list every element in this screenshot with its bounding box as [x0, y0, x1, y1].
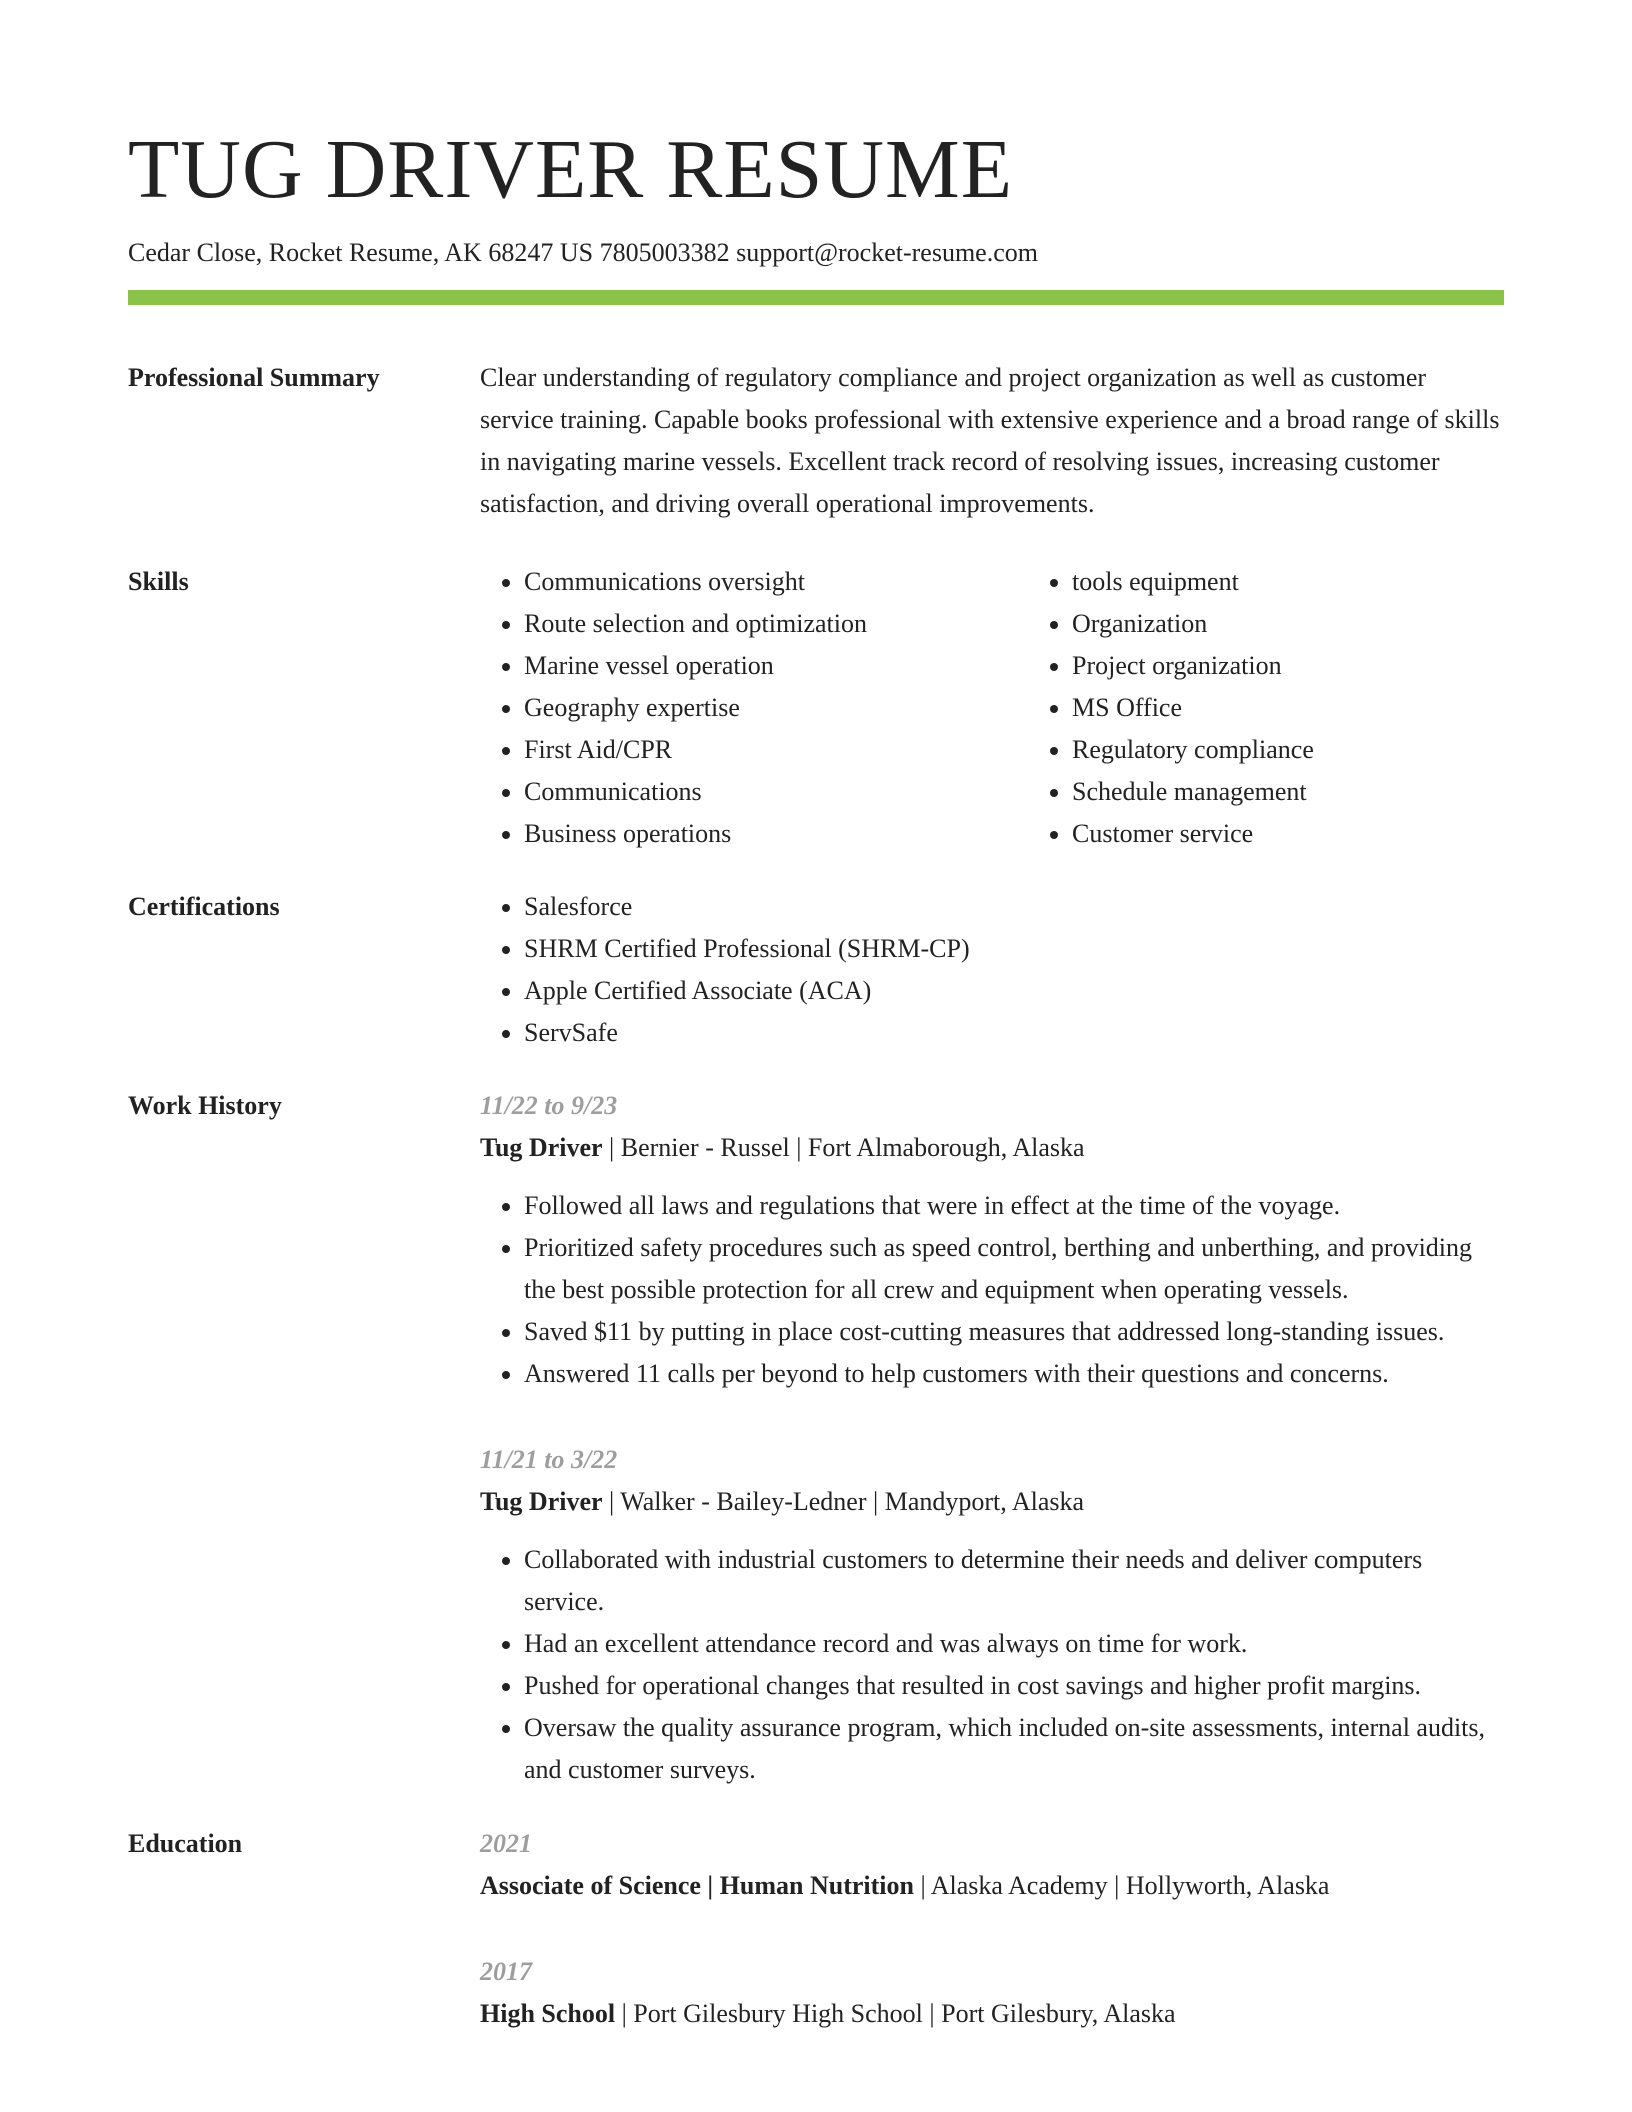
skill-item: • Customer service — [1072, 813, 1576, 855]
certification-item: • Apple Certified Associate (ACA) — [524, 970, 1504, 1012]
skill-item: • Regulatory compliance — [1072, 729, 1576, 771]
job-bullet: • Oversaw the quality assurance program, which included on-site assessments, internal audits, and customer surveys. — [524, 1707, 1504, 1791]
job-dates: 11/21 to 3/22 — [480, 1445, 618, 1474]
skill-item: • First Aid/CPR — [524, 729, 1028, 771]
job-bullet: • Answered 11 calls per beyond to help customers with their questions and concerns. — [524, 1353, 1504, 1395]
section-heading: Skills — [128, 567, 189, 596]
summary-text: Clear understanding of regulatory compliance and project organization as well as customer service training. Capable books professional with extensive experience and a broad range of skills in navigating marine vessels. Excellent track record of resolving issues, increasing customer satisfaction, and driving overall operational improvements. — [480, 363, 1500, 518]
job-entry — [480, 1439, 1504, 1791]
job-bullets — [480, 1539, 1504, 1791]
education-year: 2017 — [480, 1957, 532, 1986]
job-bullet: • Collaborated with industrial customers to determine their needs and deliver computers service. — [524, 1539, 1504, 1623]
job-bullet: • Followed all laws and regulations that were in effect at the time of the voyage. — [524, 1185, 1504, 1227]
skill-item: • Schedule management — [1072, 771, 1576, 813]
certification-item: • SHRM Certified Professional (SHRM-CP) — [524, 928, 1504, 970]
education-details: | Alaska Academy | Hollyworth, Alaska — [913, 1871, 1330, 1900]
skill-item: • Project organization — [1072, 645, 1576, 687]
section-heading: Work History — [128, 1091, 282, 1120]
work-history-section — [128, 1085, 1504, 1791]
education-entry — [480, 1823, 1504, 1907]
job-title-line — [480, 1481, 1504, 1523]
skill-item: • tools equipment — [1072, 561, 1576, 603]
job-details: | Walker - Bailey-Ledner | Mandyport, Alaska — [602, 1487, 1085, 1516]
job-bullet: • Had an excellent attendance record and was always on time for work. — [524, 1623, 1504, 1665]
contact-email[interactable]: support@rocket-resume.com — [736, 238, 1038, 267]
contact-address: Cedar Close, Rocket Resume, AK 68247 US — [128, 238, 594, 267]
education-section — [128, 1823, 1504, 2035]
skills-list-left — [480, 561, 1028, 855]
resume-title: TUG DRIVER RESUME — [128, 123, 1014, 216]
skills-section — [128, 561, 1504, 855]
job-dates: 11/22 to 9/23 — [480, 1091, 618, 1120]
education-entry — [480, 1951, 1504, 2035]
job-title: Tug Driver — [480, 1487, 603, 1516]
skills-list-right — [1028, 561, 1576, 855]
jobs-list — [480, 1085, 1504, 1791]
education-year: 2021 — [480, 1829, 532, 1858]
contact-line — [128, 236, 1504, 270]
skill-item: • Communications — [524, 771, 1028, 813]
header-divider — [128, 290, 1504, 305]
section-heading: Certifications — [128, 892, 280, 921]
job-title-line — [480, 1127, 1504, 1169]
summary-section — [128, 357, 1504, 525]
job-entry — [480, 1085, 1504, 1395]
education-degree: Associate of Science | Human Nutrition — [480, 1871, 914, 1900]
education-degree: High School — [480, 1999, 616, 2028]
job-bullet: • Prioritized safety procedures such as speed control, berthing and unberthing, and providing the best possible protection for all crew and equipment when operating vessels. — [524, 1227, 1504, 1311]
contact-phone: 7805003382 — [599, 238, 730, 267]
skill-item: • Marine vessel operation — [524, 645, 1028, 687]
skill-item: • MS Office — [1072, 687, 1576, 729]
job-bullet: • Pushed for operational changes that resulted in cost savings and higher profit margins. — [524, 1665, 1504, 1707]
certification-item: • Salesforce — [524, 886, 1504, 928]
education-line — [480, 1865, 1504, 1907]
education-list — [480, 1823, 1504, 2035]
resume-page — [128, 118, 1504, 2035]
skill-item: • Organization — [1072, 603, 1576, 645]
skill-item: • Route selection and optimization — [524, 603, 1028, 645]
job-title: Tug Driver — [480, 1133, 603, 1162]
skill-item: • Business operations — [524, 813, 1028, 855]
certification-item: • ServSafe — [524, 1012, 1504, 1054]
skill-item: • Geography expertise — [524, 687, 1028, 729]
education-line — [480, 1993, 1504, 2035]
job-details: | Bernier - Russel | Fort Almaborough, Alaska — [602, 1133, 1085, 1162]
skill-item: • Communications oversight — [524, 561, 1028, 603]
job-bullet: • Saved $11 by putting in place cost-cutting measures that addressed long-standing issues. — [524, 1311, 1504, 1353]
certifications-section — [128, 886, 1504, 1054]
certifications-list — [480, 886, 1504, 1054]
section-heading: Education — [128, 1829, 243, 1858]
section-heading: Professional Summary — [128, 363, 380, 392]
education-details: | Port Gilesbury High School | Port Gilesbury, Alaska — [615, 1999, 1176, 2028]
job-bullets — [480, 1185, 1504, 1395]
